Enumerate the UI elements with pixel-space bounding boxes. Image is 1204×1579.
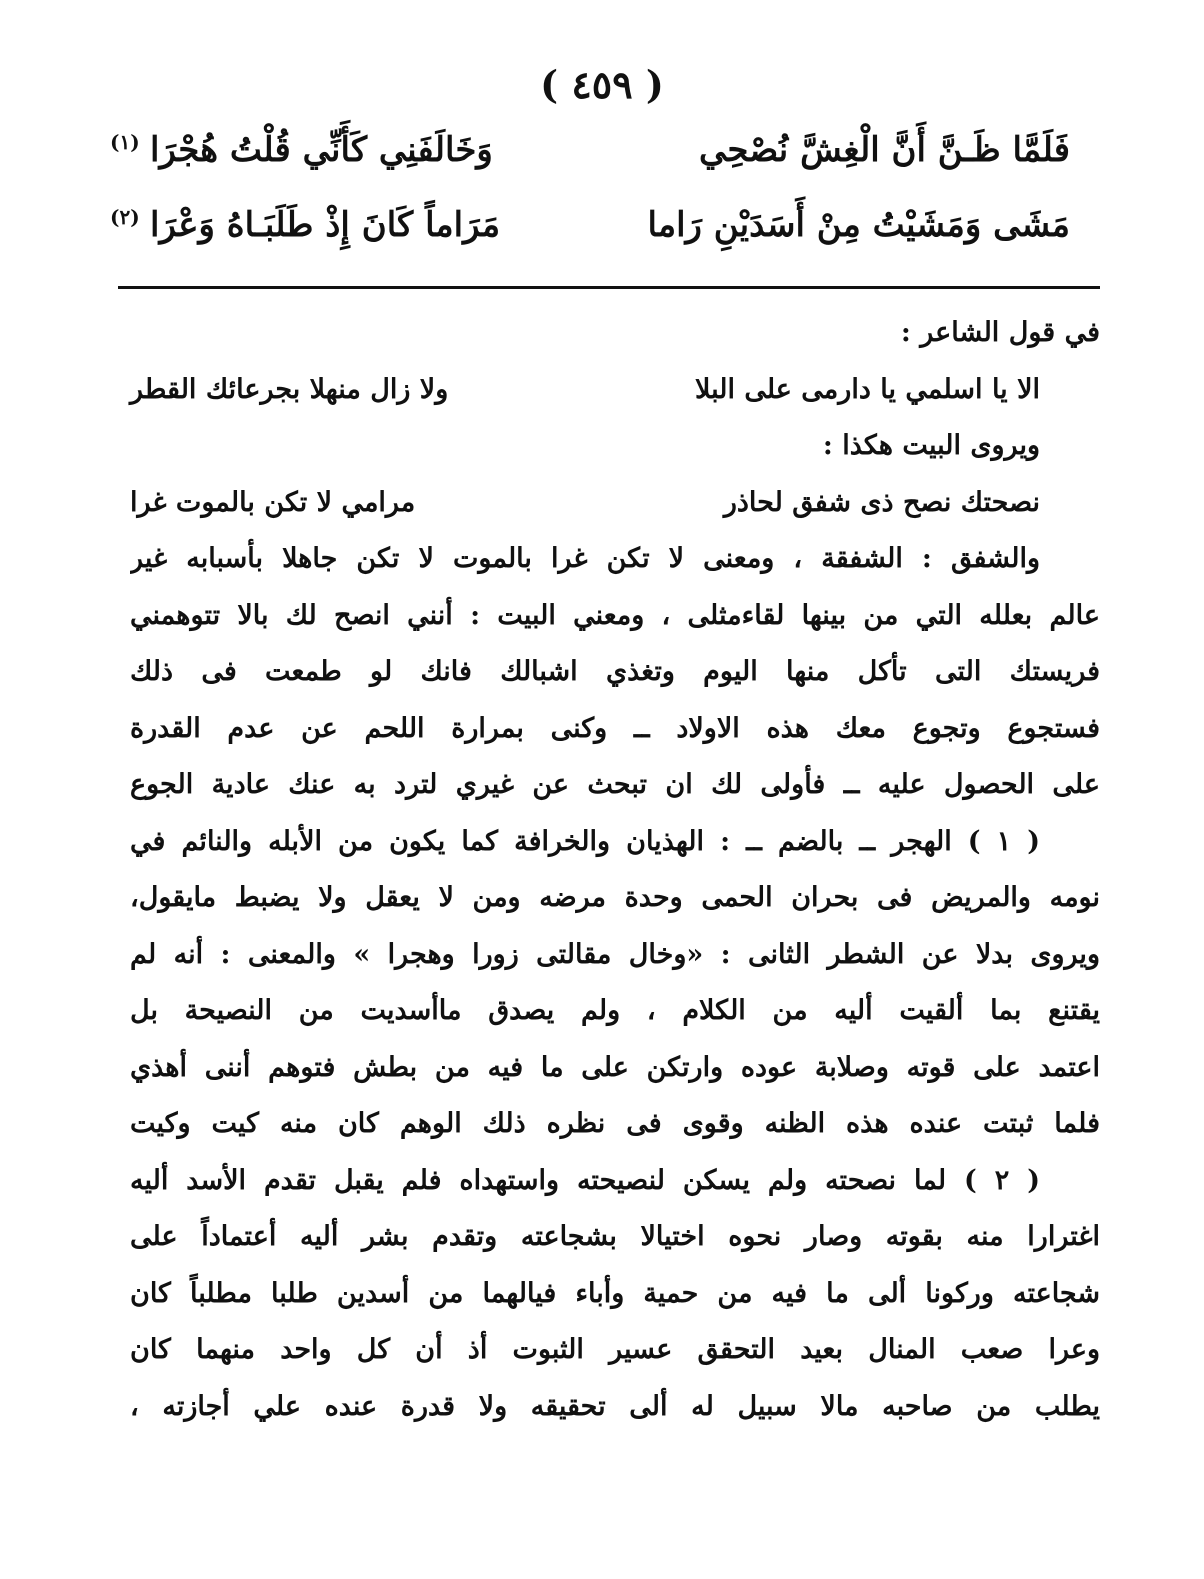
verse-line-2 — [110, 205, 1100, 265]
quoted-verse-1-second: ولا زال منهلا بجرعائك القطر — [130, 373, 449, 405]
note-riwaya: ويروى البيت هكذا : — [822, 430, 1040, 461]
quoted-verse-2-second: مرامي لا تكن بالموت غرا — [130, 486, 416, 518]
quoted-verse-1 — [130, 362, 1100, 419]
footnote-1-line: فلما ثبتت عنده هذه الظنه وقوى فى نظره ذلك الوهم كان منه كيت وكيت — [130, 1108, 1100, 1139]
footnote-2-line: يطلب من صاحبه مالا سبيل له ألى تحقيقه ولا قدرة عنده علي أجازته ، — [130, 1390, 1100, 1422]
commentary-line: على الحصول عليه ــ فأولى لك ان تبحث عن غيري لترد به عنك عادية الجوع — [130, 769, 1100, 800]
footnote-marker-2: (٢) — [110, 205, 140, 229]
footnote-2-line: ( ٢ ) لما نصحته ولم يسكن لنصيحته واستهداه فلم يقبل تقدم الأسد أليه — [130, 1164, 1040, 1196]
verse-2-second-hemistich: مَرَاماً كَانَ إِذْ طَلَبَـاهُ وَعْرَا — [150, 205, 501, 245]
footnote-1-line: ويروى بدلا عن الشطر الثانى : «وخال مقالتى زورا وهجرا » والمعنى : أنه لم — [130, 938, 1100, 970]
footnote-marker-1: (١) — [110, 130, 140, 154]
footnote-2-line: وعرا صعب المنال بعيد التحقق عسير الثبوت أذ أن كل واحد منهما كان — [130, 1334, 1100, 1365]
footnote-1-line: يقتنع بما ألقيت أليه من الكلام ، ولم يصدق ماأسديت من النصيحة بل — [130, 995, 1100, 1026]
commentary-line: فريستك التى تأكل منها اليوم وتغذي اشبالك فانك لو طمعت فى ذلك — [130, 656, 1100, 687]
quoted-verse-2-first: نصحتك نصح ذى شفق لحاذر — [723, 486, 1040, 518]
quoted-verse-1-first: الا يا اسلمي يا دارمى على البلا — [694, 373, 1040, 405]
footnote-2-line: اغترارا منه بقوته وصار نحوه اختيالا بشجاعته وتقدم بشر أليه أعتماداً على — [130, 1221, 1100, 1252]
verse-1-first-hemistich: فَلَمَّا ظَـنَّ أَنَّ الْغِشَّ نُصْحِي — [699, 130, 1070, 170]
page-number: ( ٤٥٩ ) — [540, 62, 664, 107]
verse-line-1 — [110, 130, 1100, 190]
footnote-2-line: شجاعته وركونا ألى ما فيه من حمية وأباء فيالهما من أسدين طلبا مطلباً كان — [130, 1277, 1100, 1309]
footnotes-block — [130, 305, 1100, 1435]
commentary-line: عالم بعلله التي من بينها لقاءمثلى ، ومعني البيت : أنني انصح لك بالا تتوهمني — [130, 599, 1100, 631]
footnote-1-line: ( ١ ) الهجر ــ بالضم ــ : الهذيان والخرافة كما يكون من الأبله والنائم في — [130, 825, 1040, 857]
commentary-line: فستجوع وتجوع معك هذه الاولاد ــ وكنى بمرارة اللحم عن عدم القدرة — [130, 712, 1100, 744]
commentary-line: والشفق : الشفقة ، ومعنى لا تكن غرا بالموت لا تكن جاهلا بأسبابه غير — [130, 543, 1040, 574]
verse-2-first-hemistich: مَشَى وَمَشَيْتُ مِنْ أَسَدَيْنِ رَاما — [647, 205, 1070, 245]
note-intro: في قول الشاعر : — [900, 317, 1100, 348]
quoted-verse-2 — [130, 475, 1100, 532]
verse-1-second-hemistich: وَخَالَفَنِي كَأَنِّي قُلْتُ هُجْرَا — [150, 130, 493, 170]
footnote-1-line: نومه والمريض فى بحران الحمى وحدة مرضه ومن لا يعقل ولا يضبط مايقول، — [130, 882, 1100, 913]
footnote-1-line: اعتمد على قوته وصلابة عوده وارتكن على ما فيه من بطش فتوهم أننى أهذي — [130, 1051, 1100, 1083]
footnote-divider — [118, 286, 1100, 289]
